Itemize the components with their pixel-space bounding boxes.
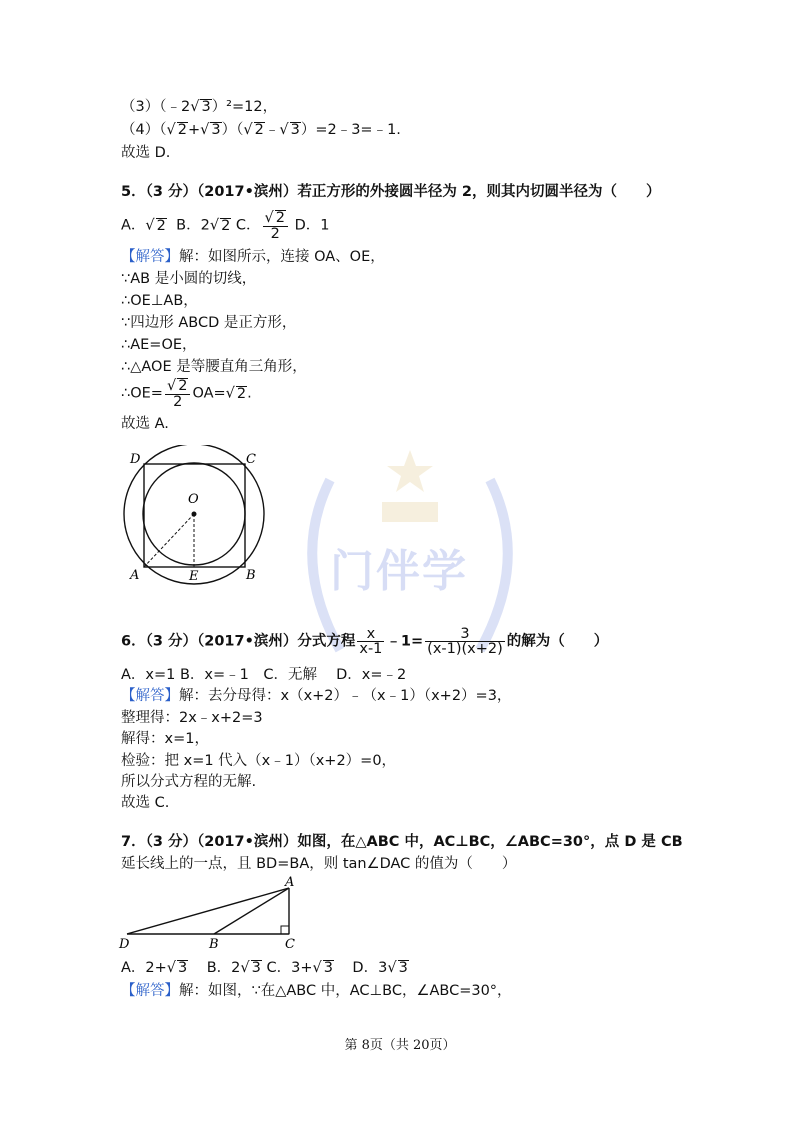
answer-tag: 【解答】 [121,688,179,704]
q6-conclusion: 故选 C. [121,795,170,811]
right-angle-mark [281,926,289,934]
segment-da [127,888,289,934]
q7-options: A．2+√ 3 B．2√ 3 C．3+√ 3 D．3√ 3 [121,960,408,976]
q6-solution-3: 解得：x=1， [121,731,209,747]
point-o [192,512,197,517]
q6-solution-2: 整理得：2x﹣x+2=3 [121,710,263,726]
q6-stem: 6．（3 分）（2017•滨州）分式方程 $\frac{x}{x-1}$ ﹣1= $\frac{3}{(x-1)(x+2)}$ 的解为（ ） [121,626,609,657]
q7-figure [115,874,305,952]
q5-solution-6: ∴△AOE 是等腰直角三角形， [121,359,307,375]
prev-conclusion: 故选 D. [121,145,171,161]
label-d: D [130,452,141,467]
watermark-text: 门伴学 [330,546,468,597]
label-e: E [189,569,199,584]
prev-line-3: （3）（﹣2√ 3）²=12， [121,99,278,115]
q6-options: A．x=1 B．x=﹣1 C．无解 D．x=﹣2 [121,667,407,683]
q5-conclusion: 故选 A. [121,416,169,432]
label-a: A [285,875,295,890]
label-b: B [246,568,256,583]
segment-ba [214,888,289,934]
label-c: C [246,452,256,467]
q5-solution-1: 【解答】解：如图所示，连接 OA、OE， [121,249,385,265]
q6-solution-1: 【解答】解：去分母得：x（x+2）﹣（x﹣1）（x+2）=3， [121,688,512,704]
label-c: C [285,937,295,952]
answer-tag: 【解答】 [121,983,179,999]
q7-stem-1: 7．（3 分）（2017•滨州）如图，在△ABC 中，AC⊥BC，∠ABC=30°，点 D 是 CB [121,834,683,850]
label-a: A [130,568,140,583]
page-footer: 第 8页（共 20页） [344,1038,456,1053]
q5-options: A．√ 2 B．2√ 2 C． $\frac{√ 2}{2}$ D．1 [121,210,330,242]
q5-solution-3: ∴OE⊥AB， [121,293,198,309]
q6-solution-4: 检验：把 x=1 代入（x﹣1）（x+2）=0， [121,753,397,769]
q7-solution-1: 【解答】解：如图，∵在△ABC 中，AC⊥BC，∠ABC=30°， [121,983,512,999]
label-d: D [119,937,130,952]
q5-solution-7: ∴OE= $\frac{√ 2}{2}$ OA=√ 2. [121,378,252,410]
q5-solution-5: ∴AE=OE， [121,337,197,353]
q5-solution-4: ∵四边形 ABCD 是正方形， [121,315,297,331]
answer-tag: 【解答】 [121,249,179,265]
label-b: B [209,937,219,952]
q5-figure [115,445,285,590]
q7-stem-2: 延长线上的一点，且 BD=BA，则 tan∠DAC 的值为（ ） [121,856,517,872]
q5-stem: 5．（3 分）（2017•滨州）若正方形的外接圆半径为 2，则其内切圆半径为（ ） [121,184,661,200]
q5-solution-2: ∵AB 是小圆的切线， [121,271,257,287]
q6-solution-5: 所以分式方程的无解. [121,774,257,790]
prev-line-4: （4）（√ 2+√ 3）（√ 2﹣√ 3）=2﹣3=﹣1. [121,122,401,138]
label-o: O [188,492,199,507]
